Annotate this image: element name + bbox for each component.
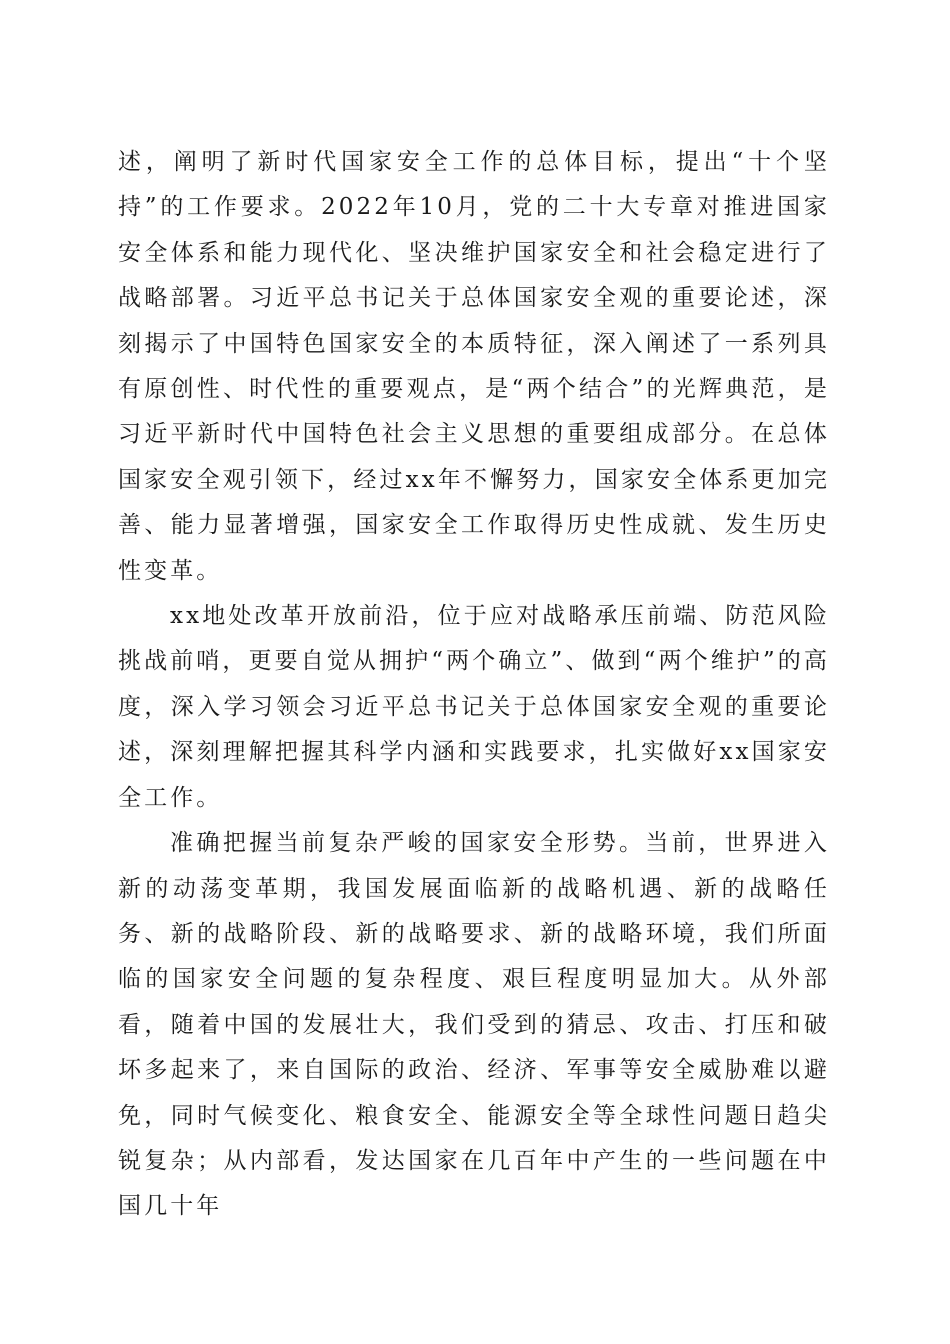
body-text bbox=[118, 140, 830, 1230]
paragraph-1: 述，阐明了新时代国家安全工作的总体目标，提出“十个坚持”的工作要求。2022年10月，党的二十大专章对推进国家安全体系和能力现代化、坚决维护国家安全和社会稳定进行了战略部署。习近平总书记关于总体国家安全观的重要论述，深刻揭示了中国特色国家安全的本质特征，深入阐述了一系列具有原创性、时代性的重要观点，是“两个结合”的光辉典范，是习近平新时代中国特色社会主义思想的重要组成部分。在总体国家安全观引领下，经过xx年不懈努力，国家安全体系更加完善、能力显著增强，国家安全工作取得历史性成就、发生历史性变革。 bbox=[118, 149, 830, 584]
paragraph-3: 准确把握当前复杂严峻的国家安全形势。当前，世界进入新的动荡变革期，我国发展面临新的战略机遇、新的战略任务、新的战略阶段、新的战略要求、新的战略环境，我们所面临的国家安全问题的复杂程度、艰巨程度明显加大。从外部看，随着中国的发展壮大，我们受到的猜忌、攻击、打压和破坏多起来了，来自国际的政治、经济、军事等安全威胁难以避免，同时气候变化、粮食安全、能源安全等全球性问题日趋尖锐复杂；从内部看，发达国家在几百年中产生的一些问题在中国几十年 bbox=[118, 830, 830, 1220]
paragraph-2: xx地处改革开放前沿，位于应对战略承压前端、防范风险挑战前哨，更要自觉从拥护“两个确立”、做到“两个维护”的高度，深入学习领会习近平总书记关于总体国家安全观的重要论述，深刻理解把握其科学内涵和实践要求，扎实做好xx国家安全工作。 bbox=[118, 603, 830, 811]
